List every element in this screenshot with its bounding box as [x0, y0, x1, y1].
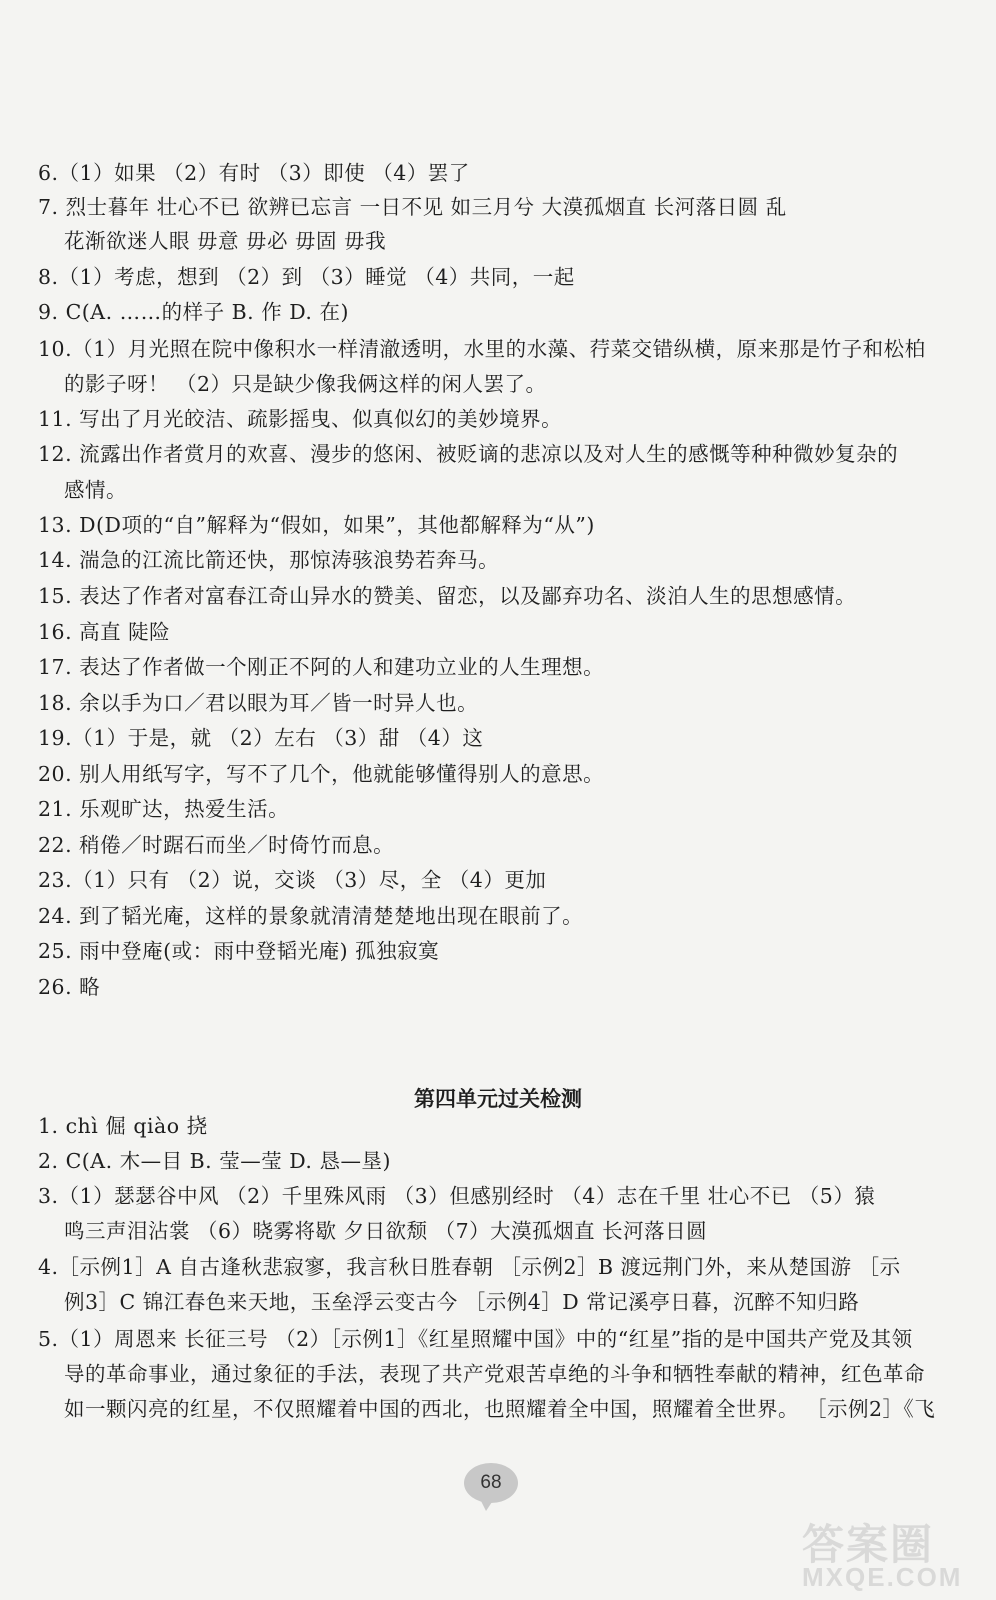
- answer-13: 13. D(D项的“自”解释为“假如，如果”，其他都解释为“从”): [38, 513, 595, 537]
- answer-18: 18. 余以手为口／君以眼为耳／皆一时异人也。: [38, 691, 479, 715]
- answer-21: 21. 乐观旷达，热爱生活。: [38, 797, 290, 821]
- unit4-answer-5-continued-1: 导的革命事业，通过象征的手法，表现了共产党艰苦卓绝的斗争和牺牲奉献的精神，红色革命: [64, 1362, 925, 1386]
- answer-6: 6.（1）如果 （2）有时 （3）即使 （4）罢了: [38, 161, 470, 185]
- answer-10: 10.（1）月光照在院中像积水一样清澈透明，水里的水藻、荇菜交错纵横，原来那是竹子和松柏: [38, 337, 926, 361]
- unit4-answer-5-continued-2: 如一颗闪亮的红星，不仅照耀着中国的西北，也照耀着全中国，照耀着全世界。 ［示例2］《飞: [64, 1397, 936, 1421]
- page-number-badge-tail: [480, 1499, 494, 1511]
- answer-23: 23.（1）只有 （2）说，交谈 （3）尽，全 （4）更加: [38, 868, 547, 892]
- unit4-answer-2: 2. C(A. 木—目 B. 莹—莹 D. 恳—垦): [38, 1149, 391, 1173]
- unit4-answer-4: 4.［示例1］A 自古逢秋悲寂寥，我言秋日胜春朝 ［示例2］B 渡远荆门外，来从楚国游 ［示: [38, 1255, 901, 1279]
- unit4-answer-3: 3.（1）瑟瑟谷中风 （2）千里殊风雨 （3）但感别经时 （4）志在千里 壮心不已 （5）猿: [38, 1184, 876, 1208]
- answer-26: 26. 略: [38, 975, 101, 999]
- answer-7-continued: 花渐欲迷人眼 毋意 毋必 毋固 毋我: [64, 229, 387, 253]
- answer-22: 22. 稍倦／时踞石而坐／时倚竹而息。: [38, 833, 395, 857]
- answer-14: 14. 湍急的江流比箭还快，那惊涛骇浪势若奔马。: [38, 548, 500, 572]
- answer-16: 16. 高直 陡险: [38, 620, 171, 644]
- unit4-answer-1: 1. chì 倔 qiào 挠: [38, 1114, 208, 1138]
- answer-9: 9. C(A. ……的样子 B. 作 D. 在): [38, 300, 349, 324]
- answer-7: 7. 烈士暮年 壮心不已 欲辨已忘言 一日不见 如三月兮 大漠孤烟直 长河落日圆 乱: [38, 195, 787, 219]
- answer-17: 17. 表达了作者做一个刚正不阿的人和建功立业的人生理想。: [38, 655, 605, 679]
- watermark-sub-text: MXQE.COM: [802, 1562, 963, 1592]
- answer-10-continued: 的影子呀！ （2）只是缺少像我俩这样的闲人罢了。: [64, 372, 547, 396]
- answer-24: 24. 到了韬光庵，这样的景象就清清楚楚地出现在眼前了。: [38, 904, 584, 928]
- answer-25: 25. 雨中登庵(或：雨中登韬光庵) 孤独寂寞: [38, 939, 440, 963]
- watermark-main-text: 答案圈: [802, 1520, 935, 1569]
- section-title: 第四单元过关检测: [414, 1086, 582, 1111]
- answer-8: 8.（1）考虑，想到 （2）到 （3）睡觉 （4）共同，一起: [38, 265, 575, 289]
- unit4-answer-4-continued: 例3］C 锦江春色来天地，玉垒浮云变古今 ［示例4］D 常记溪亭日暮，沉醉不知归路: [64, 1290, 860, 1314]
- answer-12: 12. 流露出作者赏月的欢喜、漫步的悠闲、被贬谪的悲凉以及对人生的感慨等种种微妙复杂的: [38, 442, 899, 466]
- unit4-answer-5: 5.（1）周恩来 长征三号 （2）［示例1］《红星照耀中国》中的“红星”指的是中国共产党及其领: [38, 1327, 913, 1351]
- answer-19: 19.（1）于是，就 （2）左右 （3）甜 （4）这: [38, 726, 484, 750]
- answer-11: 11. 写出了月光皎洁、疏影摇曳、似真似幻的美妙境界。: [38, 407, 563, 431]
- watermark-logo: [790, 1512, 990, 1596]
- unit4-answer-3-continued: 鸣三声泪沾裳 （6）晓雾将歇 夕日欲颓 （7）大漠孤烟直 长河落日圆: [64, 1219, 708, 1243]
- answer-12-continued: 感情。: [64, 478, 127, 502]
- answer-20: 20. 别人用纸写字，写不了几个，他就能够懂得别人的意思。: [38, 762, 605, 786]
- answer-15: 15. 表达了作者对富春江奇山异水的赞美、留恋，以及鄙弃功名、淡泊人生的思想感情。: [38, 584, 857, 608]
- page-number-badge: 68: [464, 1463, 518, 1503]
